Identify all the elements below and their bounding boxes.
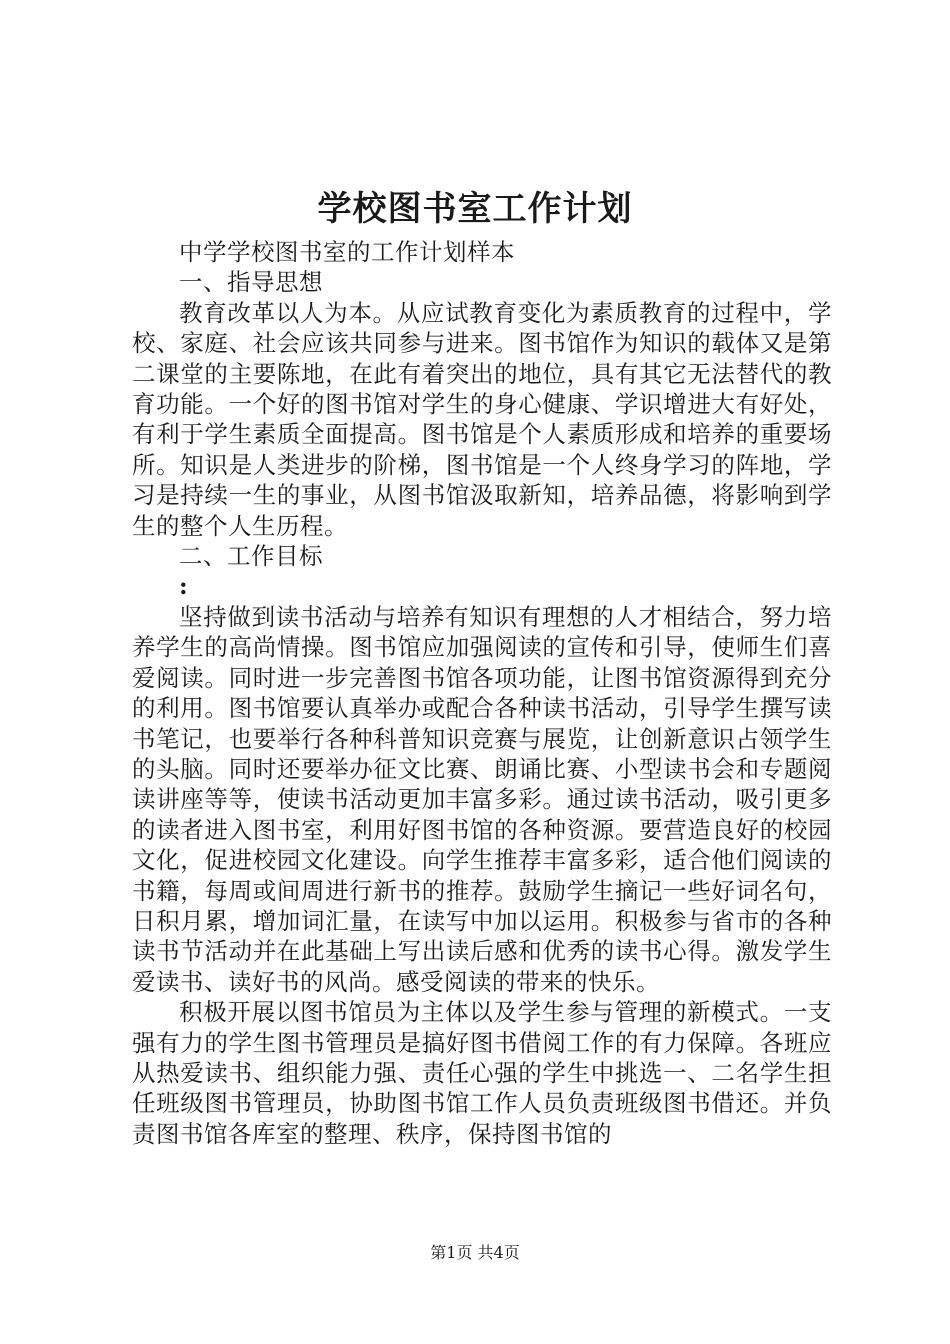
subtitle: 中学学校图书室的工作计划样本	[179, 238, 515, 266]
document-body	[132, 237, 832, 1149]
section2-colon: :	[179, 572, 189, 601]
page-footer: 第1页 共4页	[430, 1243, 520, 1262]
document-title: 学校图书室工作计划	[317, 189, 633, 229]
section2-heading: 二、工作目标	[179, 542, 323, 571]
section1-heading: 一、指导思想	[179, 268, 323, 297]
section2-paragraph-1: 坚持做到读书活动与培养有知识有理想的人才相结合，努力培养学生的高尚情操。图书馆应加强阅读的宣传和引导，使师生们喜爱阅读。同时进一步完善图书馆各项功能，让图书馆资源得到充分的利用。图书馆要认真举办或配合各种读书活动，引导学生撰写读书笔记，也要举行各种科普知识竞赛与展览，让创新意识占领学生的头脑。同时还要举办征文比赛、朗诵比赛、小型读书会和专题阅读讲座等等，使读书活动更加丰富多彩。通过读书活动，吸引更多的读者进入图书室，利用好图书馆的各种资源。要营造良好的校园文化，促进校园文化建设。向学生推荐丰富多彩，适合他们阅读的书籍，每周或间周进行新书的推荐。鼓励学生摘记一些好词名句，日积月累，增加词汇量，在读写中加以运用。积极参与省市的各种读书节活动并在此基础上写出读后感和优秀的读书心得。激发学生爱读书、读好书的风尚。感受阅读的带来的快乐。	[132, 602, 832, 996]
section2-paragraph-2: 积极开展以图书馆员为主体以及学生参与管理的新模式。一支强有力的学生图书管理员是搞好图书借阅工作的有力保障。各班应从热爱读书、组织能力强、责任心强的学生中挑选一、二名学生担任班级图书管理员，协助图书馆工作人员负责班级图书借还。并负责图书馆各库室的整理、秩序，保持图书馆的	[132, 998, 832, 1148]
section1-paragraph: 教育改革以人为本。从应试教育变化为素质教育的过程中，学校、家庭、社会应该共同参与进来。图书馆作为知识的载体又是第二课堂的主要陈地，在此有着突出的地位，具有其它无法替代的教育功能。一个好的图书馆对学生的身心健康、学识增进大有好处，有利于学生素质全面提高。图书馆是个人素质形成和培养的重要场所。知识是人类进步的阶梯，图书馆是一个人终身学习的阵地，学习是持续一生的事业，从图书馆汲取新知，培养品德，将影响到学生的整个人生历程。	[132, 298, 832, 540]
